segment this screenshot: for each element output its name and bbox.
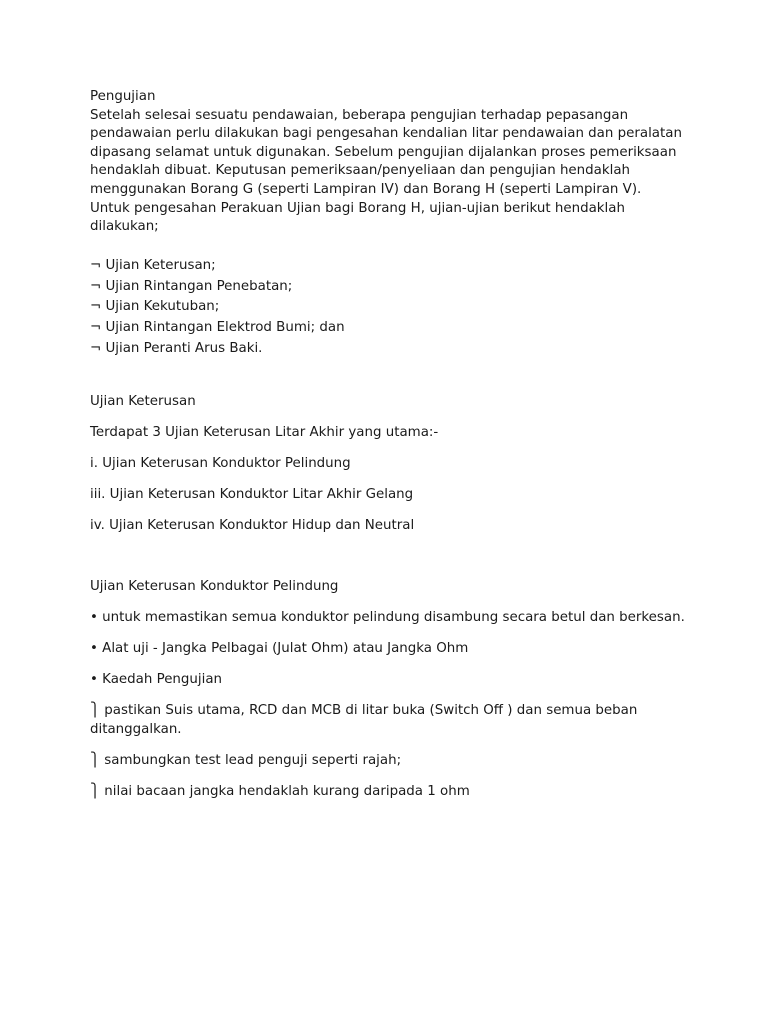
protective-bullet: • Kaedah Pengujian — [90, 671, 223, 687]
document-page — [90, 88, 690, 801]
list-item: ¬ Ujian Keterusan; — [90, 257, 216, 273]
protective-step: ⎫ sambungkan test lead penguji seperti rajah; — [90, 752, 402, 768]
section-heading-konduktor-pelindung: Ujian Keterusan Konduktor Pelindung — [90, 578, 339, 594]
list-item: ¬ Ujian Kekutuban; — [90, 299, 220, 315]
continuity-item: i. Ujian Keterusan Konduktor Pelindung — [90, 455, 351, 471]
list-item: ¬ Ujian Rintangan Penebatan; — [90, 278, 293, 294]
continuity-intro: Terdapat 3 Ujian Keterusan Litar Akhir yang utama:- — [90, 424, 439, 440]
intro-paragraph: Setelah selesai sesuatu pendawaian, beberapa pengujian terhadap pepasangan pendawaian perlu dilakukan bagi pengesahan kendalian litar pendawaian dan peralatan dipasang selamat untuk digunakan. Sebelum pengujian dijalankan proses pemeriksaan hendaklah dibuat. Keputusan pemeriksaan/penyeliaan dan pengujian hendaklah menggunakan Borang G (seperti Lampiran IV) dan Borang H (seperti Lampiran V). — [90, 107, 682, 197]
protective-step: ⎫ pastikan Suis utama, RCD dan MCB di litar buka (Switch Off ) dan semua beban ditanggalkan. — [90, 702, 638, 737]
section-heading-ujian-keterusan: Ujian Keterusan — [90, 393, 196, 409]
section-heading-pengujian: Pengujian — [90, 89, 156, 104]
list-item: ¬ Ujian Peranti Arus Baki. — [90, 340, 263, 356]
list-item: ¬ Ujian Rintangan Elektrod Bumi; dan — [90, 320, 345, 336]
tests-list — [90, 256, 690, 360]
intro-paragraph-2: Untuk pengesahan Perakuan Ujian bagi Borang H, ujian-ujian berikut hendaklah dilakukan; — [90, 200, 625, 235]
protective-bullet: • Alat uji - Jangka Pelbagai (Julat Ohm) atau Jangka Ohm — [90, 640, 469, 656]
continuity-item: iii. Ujian Keterusan Konduktor Litar Akhir Gelang — [90, 486, 414, 502]
continuity-item: iv. Ujian Keterusan Konduktor Hidup dan Neutral — [90, 517, 415, 533]
protective-step: ⎫ nilai bacaan jangka hendaklah kurang daripada 1 ohm — [90, 783, 470, 799]
protective-bullet: • untuk memastikan semua konduktor pelindung disambung secara betul dan berkesan. — [90, 609, 685, 625]
intro-section — [90, 88, 690, 237]
